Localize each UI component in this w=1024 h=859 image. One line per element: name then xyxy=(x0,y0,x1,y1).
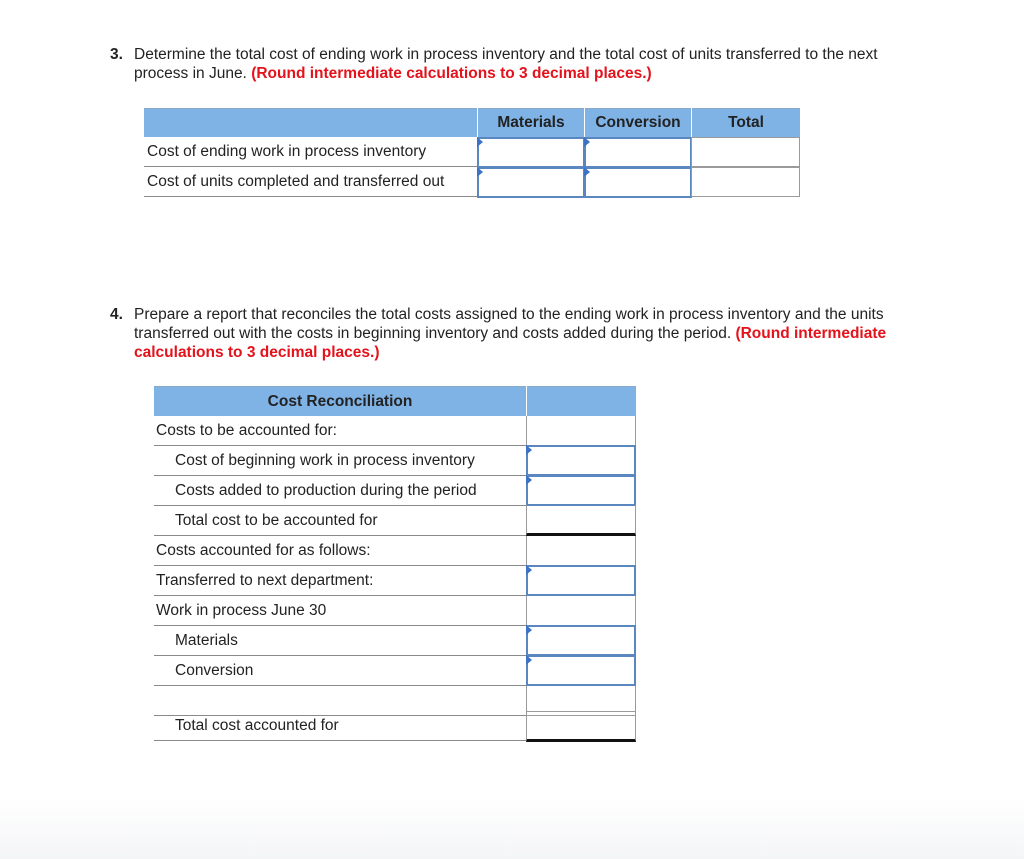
row-label: Materials xyxy=(175,632,238,649)
wip-conversion-input[interactable] xyxy=(526,655,636,686)
question-4 xyxy=(110,305,900,362)
header-materials: Materials xyxy=(478,108,584,137)
question-number: 4. xyxy=(110,306,123,323)
table-row xyxy=(154,596,526,626)
header-total: Total xyxy=(692,108,800,137)
wip-materials-input[interactable] xyxy=(526,625,636,656)
beginning-wip-input[interactable] xyxy=(526,445,636,476)
row-label: Costs added to production during the period xyxy=(175,482,477,499)
row-label: Work in process June 30 xyxy=(156,602,327,619)
transferred-out-conversion-input[interactable] xyxy=(584,167,692,198)
row-label: Transferred to next department: xyxy=(156,572,374,589)
transferred-out-total-cell xyxy=(691,167,800,197)
row-label: Cost of units completed and transferred out xyxy=(147,173,445,190)
row-label: Cost of beginning work in process inventory xyxy=(175,452,475,469)
table-title: Cost Reconciliation xyxy=(267,393,413,410)
value-cell xyxy=(526,416,636,446)
table-row xyxy=(154,626,526,656)
question-3 xyxy=(110,45,910,83)
question-number: 3. xyxy=(110,46,123,63)
table-row xyxy=(154,506,526,536)
costs-added-input[interactable] xyxy=(526,475,636,506)
row-label: Conversion xyxy=(175,662,254,679)
rounding-note: (Round intermediate calculations to 3 decimal places.) xyxy=(134,325,887,361)
value-header xyxy=(527,386,636,416)
row-label: Total cost to be accounted for xyxy=(175,512,378,529)
row-label: Total cost accounted for xyxy=(175,717,339,734)
row-label: Costs to be accounted for: xyxy=(156,422,337,439)
table-row xyxy=(154,656,526,686)
table-row xyxy=(154,536,526,566)
transferred-out-materials-input[interactable] xyxy=(477,167,585,198)
value-cell xyxy=(526,596,636,626)
question-text: Prepare a report that reconciles the total costs assigned to the ending work in process inventory and the units transferred out with the costs in beginning inventory and costs added during the period. xyxy=(134,306,884,342)
question-text: Determine the total cost of ending work in process inventory and the total cost of units transferred to the next process in June. xyxy=(134,46,878,82)
total-to-account-cell xyxy=(526,505,636,536)
table-row xyxy=(154,566,526,596)
row-label: Costs accounted for as follows: xyxy=(156,542,371,559)
table-row xyxy=(154,416,526,446)
ending-wip-conversion-input[interactable] xyxy=(584,137,692,168)
table-row xyxy=(154,711,526,741)
ending-wip-materials-input[interactable] xyxy=(477,137,585,168)
reconciliation-header xyxy=(154,386,526,416)
value-cell xyxy=(526,536,636,566)
transferred-next-dept-input[interactable] xyxy=(526,565,636,596)
table-row xyxy=(154,476,526,506)
header-blank xyxy=(144,108,477,137)
rounding-note: (Round intermediate calculations to 3 decimal places.) xyxy=(251,65,652,82)
ending-wip-total-cell xyxy=(691,137,800,167)
bottom-fade xyxy=(0,799,1024,859)
table-row xyxy=(154,446,526,476)
total-accounted-cell xyxy=(526,711,636,742)
row-label: Cost of ending work in process inventory xyxy=(147,143,427,160)
header-conversion: Conversion xyxy=(585,108,691,137)
